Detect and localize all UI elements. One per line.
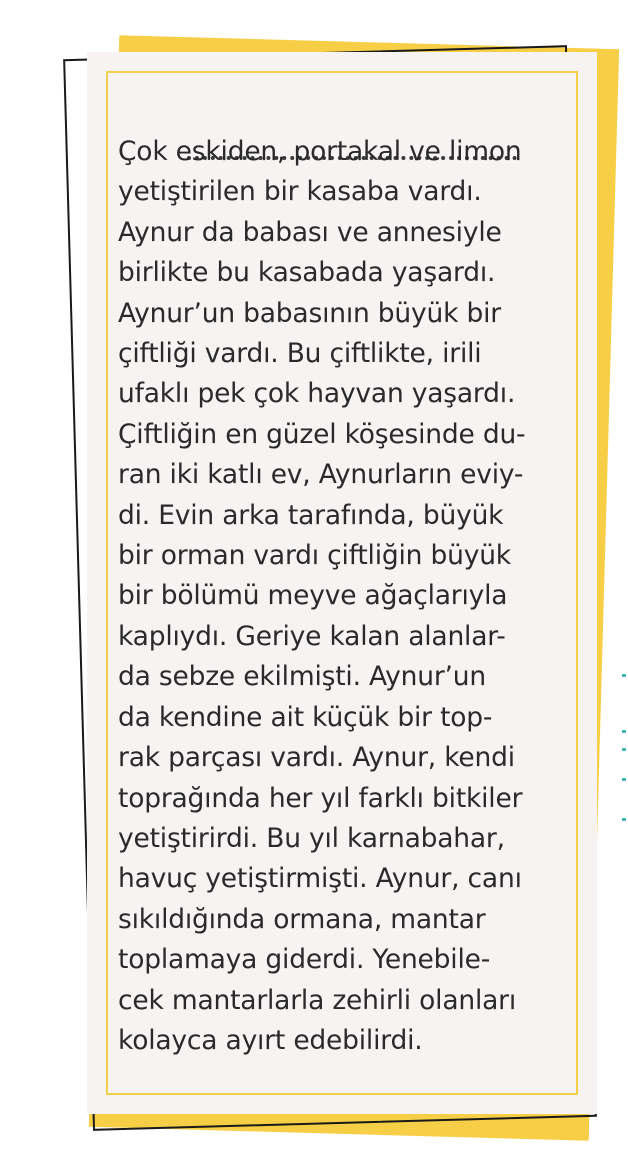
story-line: Çok eskiden, portakal ve limon (118, 136, 522, 167)
edge-mark (622, 778, 626, 781)
story-line: bir bölümü meyve ağaçlarıyla (118, 580, 508, 612)
story-line: toprağında her yıl farklı bitkiler (118, 782, 523, 814)
story-line: Çiftliğin en güzel köşesinde du- (118, 418, 526, 450)
story-line: di. Evin arka tarafında, büyük (118, 499, 504, 531)
story-text (118, 132, 578, 1061)
story-card (87, 52, 597, 1114)
edge-decoration-marks (620, 670, 628, 830)
story-line: bir orman vardı çiftliğin büyük (118, 540, 511, 572)
story-line: Aynur’un babasının büyük bir (118, 297, 501, 329)
story-line: çiftliği vardı. Bu çiftlikte, irili (118, 338, 482, 370)
edge-mark (622, 748, 626, 751)
edge-mark (622, 730, 626, 733)
edge-mark (622, 818, 626, 821)
story-line: kaplıydı. Geriye kalan alanlar- (118, 620, 506, 652)
story-line: yetiştirirdi. Bu yıl karnabahar, (118, 822, 505, 854)
story-line: yetiştirilen bir kasaba vardı. (118, 176, 482, 208)
story-line: birlikte bu kasabada yaşardı. (118, 257, 496, 289)
story-line: da sebze ekilmişti. Aynur’un (118, 661, 486, 693)
story-line: da kendine ait küçük bir top- (118, 701, 493, 733)
story-line: havuç yetiştirmişti. Aynur, canı (118, 863, 522, 895)
story-line: cek mantarlarla zehirli olanları (118, 984, 517, 1016)
story-line: rak parçası vardı. Aynur, kendi (118, 742, 515, 774)
story-line: toplamaya giderdi. Yenebile- (118, 944, 491, 976)
story-line: ufaklı pek çok hayvan yaşardı. (118, 378, 516, 410)
edge-mark (622, 674, 626, 677)
story-line: ran iki katlı ev, Aynurların eviy- (118, 459, 524, 491)
story-line: kolayca ayırt edebilirdi. (118, 1024, 423, 1056)
story-line: sıkıldığında ormana, mantar (118, 903, 486, 935)
story-line: Aynur da babası ve annesiyle (118, 216, 502, 248)
